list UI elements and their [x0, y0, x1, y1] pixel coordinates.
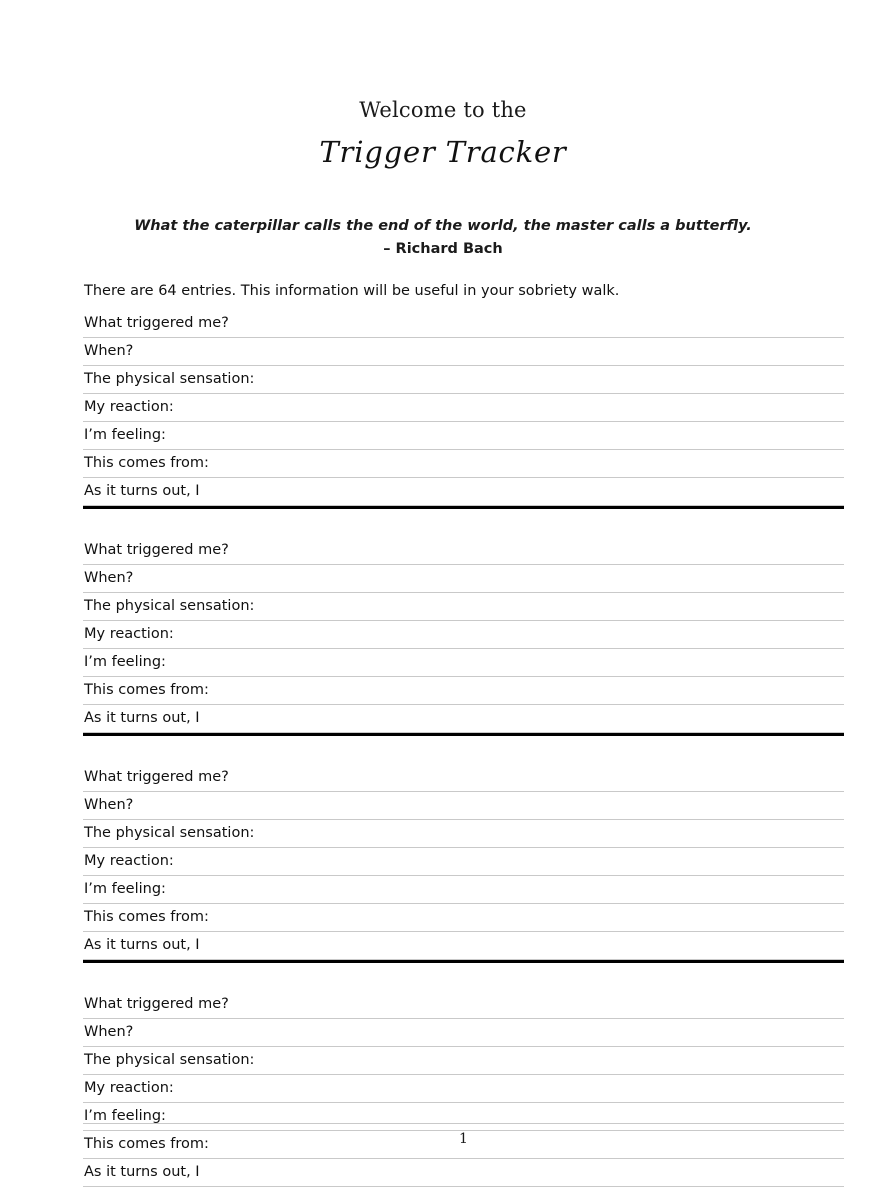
document-header: [0, 0, 886, 172]
entry-block: [83, 991, 844, 1187]
entry-row-my-reaction[interactable]: My reaction:: [83, 848, 844, 876]
entry-block: [83, 764, 844, 963]
entry-row-my-reaction[interactable]: My reaction:: [83, 1075, 844, 1103]
entry-row-feeling[interactable]: I’m feeling:: [83, 649, 844, 677]
entry-row-trigger[interactable]: What triggered me?: [83, 537, 844, 565]
entry-row-comes-from[interactable]: This comes from:: [83, 677, 844, 705]
entry-row-trigger[interactable]: What triggered me?: [83, 310, 844, 338]
entry-row-comes-from[interactable]: This comes from:: [83, 1131, 844, 1159]
block-spacer: [83, 736, 844, 764]
entry-row-my-reaction[interactable]: My reaction:: [83, 394, 844, 422]
entry-row-when[interactable]: When?: [83, 1019, 844, 1047]
entry-row-feeling[interactable]: I’m feeling:: [83, 1103, 844, 1131]
page-title: Trigger Tracker: [319, 135, 567, 169]
quote-text: What the caterpillar calls the end of the world, the master calls a butterfly.: [134, 218, 752, 234]
entry-row-feeling[interactable]: I’m feeling:: [83, 422, 844, 450]
entry-row-when[interactable]: When?: [83, 792, 844, 820]
entry-row-my-reaction[interactable]: My reaction:: [83, 621, 844, 649]
entry-row-as-it-turns-out[interactable]: As it turns out, I: [83, 1159, 844, 1187]
block-spacer: [83, 963, 844, 991]
entry-row-comes-from[interactable]: This comes from:: [83, 450, 844, 478]
intro-text: There are 64 entries. This information will be useful in your sobriety walk.: [84, 283, 620, 299]
entry-row-trigger[interactable]: What triggered me?: [83, 991, 844, 1019]
entry-row-physical-sensation[interactable]: The physical sensation:: [83, 820, 844, 848]
entry-row-as-it-turns-out[interactable]: As it turns out, I: [83, 705, 844, 733]
entry-row-as-it-turns-out[interactable]: As it turns out, I: [83, 932, 844, 960]
entry-row-physical-sensation[interactable]: The physical sensation:: [83, 1047, 844, 1075]
welcome-line: Welcome to the: [359, 98, 527, 122]
entry-block: [83, 310, 844, 509]
epigraph: [0, 216, 886, 260]
entry-row-feeling[interactable]: I’m feeling:: [83, 876, 844, 904]
entry-row-when[interactable]: When?: [83, 338, 844, 366]
entry-row-when[interactable]: When?: [83, 565, 844, 593]
entry-row-physical-sensation[interactable]: The physical sensation:: [83, 366, 844, 394]
entry-row-as-it-turns-out[interactable]: As it turns out, I: [83, 478, 844, 506]
page-number: 1: [459, 1131, 468, 1147]
document-body: [83, 280, 844, 1187]
entry-row-trigger[interactable]: What triggered me?: [83, 764, 844, 792]
block-spacer: [83, 509, 844, 537]
page-footer: [83, 1123, 844, 1147]
quote-attribution: – Richard Bach: [383, 241, 503, 257]
entry-row-comes-from[interactable]: This comes from:: [83, 904, 844, 932]
entry-row-physical-sensation[interactable]: The physical sensation:: [83, 593, 844, 621]
entry-block: [83, 537, 844, 736]
